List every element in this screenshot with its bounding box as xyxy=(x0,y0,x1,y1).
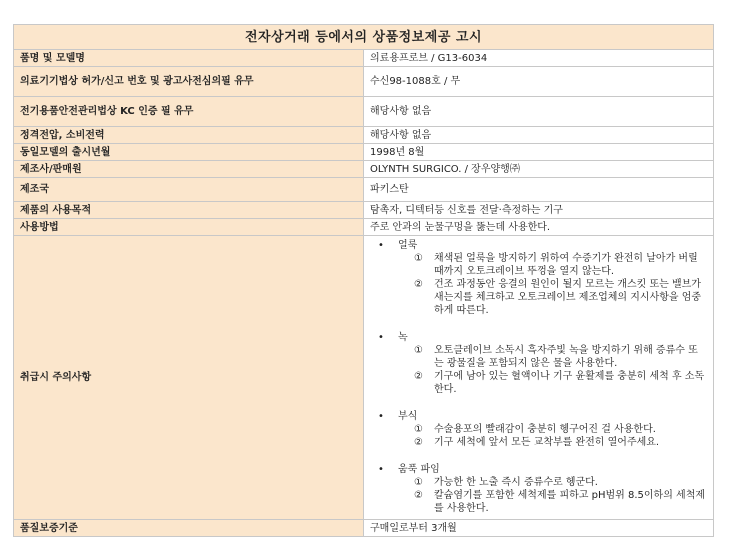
item-number: ① xyxy=(414,477,423,488)
list-item xyxy=(414,252,707,278)
row-value-maker: OLYNTH SURGICO. / 장우양행㈜ xyxy=(364,161,714,178)
product-info-notice xyxy=(13,24,714,537)
row-value-release: 1998년 8월 xyxy=(364,144,714,161)
bullet: • xyxy=(378,464,384,475)
row-label-kc: 전기용품안전관리법상 KC 인증 필 유무 xyxy=(14,97,364,127)
table-row xyxy=(14,127,714,144)
list-item xyxy=(414,344,707,370)
item-number: ② xyxy=(414,371,423,382)
list-item xyxy=(414,278,707,317)
table-row xyxy=(14,202,714,219)
table-row xyxy=(14,520,714,537)
row-value-kc: 해당사항 없음 xyxy=(364,97,714,127)
item-number: ① xyxy=(414,345,423,356)
row-label-model: 품명 및 모델명 xyxy=(14,50,364,67)
table-row xyxy=(14,219,714,236)
item-text: 오토클레이브 소독시 흑자주빛 녹을 방지하기 위해 증류수 또는 광물질을 포함되지 않은 물을 사용한다. xyxy=(434,345,698,369)
table-row xyxy=(14,97,714,127)
item-text: 칼슘염기를 포함한 세척제를 피하고 pH범위 8.5이하의 세척제를 사용한다. xyxy=(434,490,706,514)
item-number: ② xyxy=(414,490,423,501)
list-item xyxy=(414,436,707,449)
row-label-release: 동일모델의 출시년월 xyxy=(14,144,364,161)
handling-notes xyxy=(364,236,714,520)
item-number: ① xyxy=(414,253,423,264)
handling-section xyxy=(378,463,707,515)
item-text: 기구에 남아 있는 혈액이나 기구 윤활제를 충분히 세척 후 소독한다. xyxy=(434,371,705,395)
product-info-table xyxy=(13,24,714,537)
table-row xyxy=(14,50,714,67)
table-row xyxy=(14,178,714,202)
row-label-usage: 사용방법 xyxy=(14,219,364,236)
row-value-purpose: 탐촉자, 디텍터등 신호를 전달·측정하는 기구 xyxy=(364,202,714,219)
list-item xyxy=(414,370,707,396)
item-number: ① xyxy=(414,424,423,435)
row-label-maker: 제조사/판매원 xyxy=(14,161,364,178)
row-label-warranty: 품질보증기준 xyxy=(14,520,364,537)
list-item xyxy=(414,489,707,515)
bullet: • xyxy=(378,240,384,251)
row-label-handling: 취급시 주의사항 xyxy=(14,236,364,520)
section-title: 얼룩 xyxy=(398,240,418,251)
handling-section xyxy=(378,239,707,317)
row-label-permit: 의료기기법상 허가/신고 번호 및 광고사전심의필 유무 xyxy=(14,67,364,97)
section-title: 부식 xyxy=(398,411,418,422)
section-title: 녹 xyxy=(398,332,408,343)
item-text: 건조 과정동안 응결의 원인이 될지 모르는 개스킷 또는 밸브가 새는지를 체크하고 오토크레이브 제조업체의 지시사항을 엄중하게 따른다. xyxy=(434,279,702,316)
row-value-country: 파키스탄 xyxy=(364,178,714,202)
row-value-model: 의료용프로브 / G13-6034 xyxy=(364,50,714,67)
item-number: ② xyxy=(414,437,423,448)
row-value-voltage: 해당사항 없음 xyxy=(364,127,714,144)
row-label-purpose: 제품의 사용목적 xyxy=(14,202,364,219)
table-title: 전자상거래 등에서의 상품정보제공 고시 xyxy=(14,25,714,50)
bullet: • xyxy=(378,411,384,422)
item-text: 기구 세척에 앞서 모든 교착부를 완전히 열어주세요. xyxy=(434,437,660,448)
row-value-permit: 수신98-1088호 / 무 xyxy=(364,67,714,97)
item-text: 채색된 얼룩을 방지하기 위하여 수증기가 완전히 날아가 버릴 때까지 오토크레이브 뚜껑을 열지 않는다. xyxy=(434,253,698,277)
table-row xyxy=(14,161,714,178)
section-title: 움푹 파임 xyxy=(398,464,440,475)
table-row xyxy=(14,236,714,520)
item-number: ② xyxy=(414,279,423,290)
list-item xyxy=(414,423,707,436)
table-row xyxy=(14,144,714,161)
handling-section xyxy=(378,331,707,396)
list-item xyxy=(414,476,707,489)
table-row xyxy=(14,67,714,97)
row-label-voltage: 정격전압, 소비전력 xyxy=(14,127,364,144)
row-value-usage: 주로 안과의 눈물구멍을 뚫는데 사용한다. xyxy=(364,219,714,236)
row-label-country: 제조국 xyxy=(14,178,364,202)
handling-section xyxy=(378,410,707,449)
row-value-warranty: 구매일로부터 3개월 xyxy=(364,520,714,537)
bullet: • xyxy=(378,332,384,343)
item-text: 가능한 한 노출 즉시 증류수로 헹군다. xyxy=(434,477,598,488)
item-text: 수술용포의 빨래감이 충분히 헹구어진 걸 사용한다. xyxy=(434,424,656,435)
